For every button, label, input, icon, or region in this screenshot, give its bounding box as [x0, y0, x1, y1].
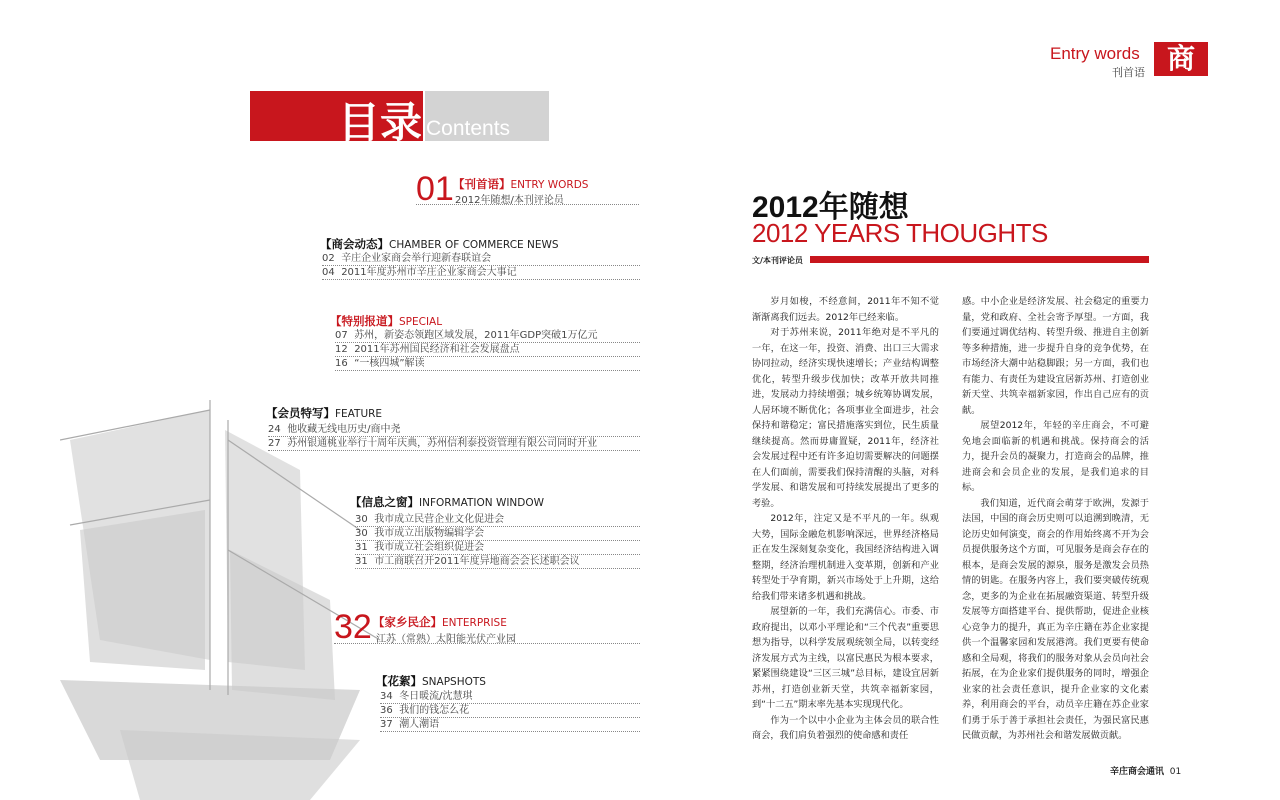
feature-list — [268, 423, 640, 451]
paragraph: 岁月如梭，不经意间，2011年不知不觉渐渐离我们远去。2012年已经来临。 — [752, 296, 939, 323]
paragraph: 2012年，注定又是不平凡的一年。纵观大势，国际金融危机影响深远，世界经济格局正在发生深刻复杂变化，我国经济结构进入调整期，经济治理机制进入变革期，创新和产业转型处于孕育期，新兴市场处于上升期，这给给我们带来诸多机遇和挑战。 — [752, 513, 939, 602]
toc-item[interactable] — [322, 266, 640, 280]
toc-item[interactable] — [355, 555, 640, 569]
toc-item[interactable] — [268, 437, 640, 451]
toc-item-text: 苏州，新姿态领跑区域发展，2011年GDP突破1万亿元 — [354, 330, 598, 341]
section-tag: 【特别报道】 — [330, 314, 399, 328]
toc-item[interactable] — [355, 527, 640, 541]
section-tag-en: SPECIAL — [399, 316, 443, 328]
toc-enterprise-heading[interactable] — [373, 614, 507, 630]
toc-entry-tag-en: ENTRY WORDS — [510, 179, 589, 191]
page-number: 31 — [355, 556, 368, 567]
section-tag-en: CHAMBER OF COMMERCE NEWS — [389, 239, 559, 251]
toc-item-text: 2011年度苏州市辛庄企业家商会大事记 — [341, 267, 517, 278]
toc-entry-heading[interactable] — [453, 176, 588, 192]
paragraph: 我们知道，近代商会萌芽于欧洲，发源于法国，中国的商会历史则可以追溯到晚清，无论历史如何演变，商会的作用始终离不开为会员提供服务这个方面，可见服务是商会存在的根本，是商会发展的源泉，服务是激发会员热情的钥匙。在服务内容上，我们要突破传统观念，更多的为企业在拓展融资渠道、转型升级发展等方面搭建平台、提供帮助，促进企业核心竞争力的提升，真正为辛庄籍在苏企业家提供一个温馨家园和发展港湾。我们更要有使命感和全局观，将我们的服务对象从会员向社会拓展，在为企业家们提供服务的同时，增强企业家的社会责任意识，提升企业家的文化素养，利用商会的平台，动员辛庄籍在苏企业家们勇于乐于善于承担社会责任，为强民富民惠民做贡献，为苏州社会和谐发展做贡献。 — [962, 497, 1149, 741]
page-number: 07 — [335, 330, 348, 341]
section-tag: 【商会动态】 — [320, 237, 389, 251]
divider — [334, 643, 640, 644]
toc-item-text: 我市成立民营企业文化促进会 — [374, 514, 505, 525]
paragraph: 作为一个以中小企业为主体会员的联合性商会，我们肩负着强烈的使命感和责任 — [752, 714, 939, 741]
toc-item[interactable] — [322, 252, 640, 266]
toc-item-text: 我市成立社会组织促进会 — [374, 542, 485, 553]
page-number: 12 — [335, 344, 348, 355]
chamber-list — [322, 252, 640, 280]
toc-enterprise-number: 32 — [334, 608, 372, 646]
toc-item-text: 2011年苏州国民经济和社会发展盘点 — [354, 344, 520, 355]
section-feature — [266, 405, 382, 421]
article-byline: 文/本刊评论员 — [752, 256, 803, 265]
section-tag-en: INFORMATION WINDOW — [419, 497, 545, 509]
toc-item-text: 市工商联召开2011年度异地商会会长述职会议 — [374, 556, 580, 567]
article-column-2 — [962, 294, 1149, 744]
toc-item-text: 他收藏无线电历史/商中尧 — [287, 424, 401, 435]
sailing-ship-illustration — [60, 400, 390, 800]
toc-entry-tag: 【刊首语】 — [453, 177, 511, 191]
toc-item-text: 我们的钱怎么花 — [399, 705, 470, 716]
section-tag: 【信息之窗】 — [350, 495, 419, 509]
entry-words-cn: 刊首语 — [1112, 66, 1145, 79]
page-number: 34 — [380, 691, 393, 702]
divider — [416, 204, 639, 205]
toc-entry-sub: 2012年随想/本刊评论员 — [455, 195, 564, 206]
page-number: 27 — [268, 438, 281, 449]
seal-logo: 商 — [1154, 42, 1208, 76]
snapshots-list — [380, 690, 640, 732]
page-number: 30 — [355, 528, 368, 539]
section-tag-en: FEATURE — [335, 408, 383, 420]
toc-item[interactable] — [355, 513, 640, 527]
page-number: 36 — [380, 705, 393, 716]
page-number: 37 — [380, 719, 393, 730]
page-number: 30 — [355, 514, 368, 525]
toc-item-text: 我市成立出版物编辑学会 — [374, 528, 485, 539]
article-title-bar — [810, 256, 1149, 263]
toc-item-text: 潮人潮语 — [399, 719, 440, 730]
section-chamber-news — [320, 236, 559, 252]
toc-item[interactable] — [380, 690, 640, 704]
section-information-window — [350, 494, 544, 510]
article-subtitle: 2012 YEARS THOUGHTS — [752, 218, 1048, 248]
section-tag-en: SNAPSHOTS — [422, 676, 486, 688]
paragraph: 感。中小企业是经济发展、社会稳定的重要力量，党和政府、全社会寄予厚望。一方面，我们要通过调优结构、转型升级、推进自主创新等多种措施，进一步提升自身的竞争优势，在市场经济大潮中站稳脚跟；另一方面，我们也有能力、有责任为建设宜居新苏州、打造创业新天堂、共筑幸福新家园，作出自己应有的贡献。 — [962, 296, 1149, 416]
toc-item[interactable] — [355, 541, 640, 555]
toc-item[interactable] — [335, 329, 640, 343]
entry-words-heading: Entry words — [1050, 44, 1140, 63]
toc-item[interactable] — [268, 423, 640, 437]
toc-title: 目录 — [338, 98, 423, 147]
toc-item-text: “一核四城”解读 — [354, 358, 425, 369]
section-tag: 【家乡民企】 — [373, 615, 442, 629]
toc-entry-number: 01 — [416, 170, 454, 208]
toc-item[interactable] — [380, 718, 640, 732]
information-list — [355, 513, 640, 569]
special-list — [335, 329, 640, 371]
page-number: 02 — [322, 253, 335, 264]
toc-item[interactable] — [380, 704, 640, 718]
section-tag: 【花絮】 — [376, 674, 422, 688]
toc-item[interactable] — [335, 357, 640, 371]
paragraph: 展望新的一年，我们充满信心。市委、市政府提出，以邓小平理论和“三个代表”重要思想为指导，以科学发展观统领全局，以转变经济发展方式为主线，以富民惠民为根本要求，紧紧围绕建设“三区三城”总目标，建设宜居新苏州，打造创业新天堂，共筑幸福新家园，到“十二五”期末率先基本实现现代化。 — [752, 606, 939, 710]
toc-item-text: 辛庄企业家商会举行迎新春联谊会 — [341, 253, 492, 264]
toc-item[interactable] — [335, 343, 640, 357]
paragraph: 展望2012年，年轻的辛庄商会，不可避免地会面临新的机遇和挑战。保持商会的活力，提升会员的凝聚力，打造商会的品牌，推进商会和会员企业的发展，是我们追求的目标。 — [962, 420, 1149, 493]
section-special — [330, 313, 442, 329]
page-footer — [1110, 764, 1181, 777]
page-number: 16 — [335, 358, 348, 369]
toc-item-text: 冬日暖流/沈慧琪 — [399, 691, 473, 702]
section-tag-en: ENTERPRISE — [442, 617, 507, 629]
page-number: 04 — [322, 267, 335, 278]
page-number: 31 — [355, 542, 368, 553]
page-number: 24 — [268, 424, 281, 435]
section-tag: 【会员特写】 — [266, 406, 335, 420]
article-title: 2012年随想 — [752, 191, 909, 224]
magazine-name: 辛庄商会通讯 — [1110, 767, 1165, 777]
toc-title-en: Contents — [426, 117, 511, 140]
article-column-1 — [752, 294, 939, 744]
section-snapshots — [376, 673, 486, 689]
toc-enterprise-sub: 江苏（常熟）太阳能光伏产业园 — [376, 634, 516, 645]
paragraph: 对于苏州来说，2011年绝对是不平凡的一年，在这一年，投资、消费、出口三大需求协同拉动，经济实现快速增长；产业结构调整优化，转型升级步伐加快；改革开放共同推进，发展动力持续增强；城乡统筹协调发展，人居环境不断优化；各项事业全面进步，社会保持和谐稳定；富民措施落实到位，民生质量继续提高。然而毋庸置疑，2011年，经济社会发展过程中还有许多迫切需要解决的问题摆在人们面前，需要我们保持清醒的头脑，对科学发展、和谐发展和可持续发展提出了更多的考验。 — [752, 327, 939, 509]
toc-item-text: 苏州银通桃业举行十周年庆典，苏州信利泰投资管理有限公司同时开业 — [287, 438, 598, 449]
page-number: 01 — [1169, 767, 1182, 777]
